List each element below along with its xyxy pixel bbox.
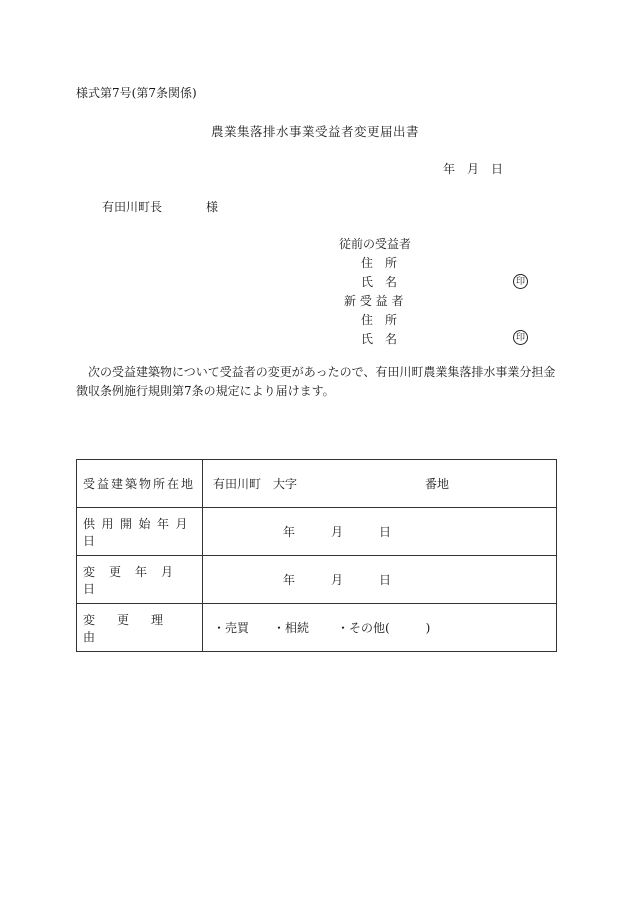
- reason-option-inheritance[interactable]: ・相続: [273, 621, 310, 635]
- location-label: [77, 460, 203, 508]
- start-date-label: [77, 508, 203, 556]
- table-row: [77, 604, 557, 652]
- change-date-label: [77, 556, 203, 604]
- new-beneficiary-seal-icon: 印: [513, 330, 528, 345]
- start-date-label-text: 供用開始年月日: [83, 516, 195, 548]
- reason-label-text: 変更理由: [83, 612, 186, 644]
- details-table: [76, 459, 557, 652]
- addressee-name: 有田川町長: [102, 200, 163, 214]
- addressee: [102, 198, 218, 215]
- location-town: 有田川町 大字: [213, 477, 298, 491]
- document-title: 農業集落排水事業受益者変更届出書: [210, 124, 419, 139]
- change-date-month: 月: [331, 573, 344, 587]
- reason-option-other[interactable]: ・その他( ): [337, 621, 431, 635]
- start-date-day: 日: [379, 525, 392, 539]
- reason-label: [77, 604, 203, 652]
- change-date-field[interactable]: [203, 556, 557, 604]
- previous-beneficiary-seal-icon: 印: [513, 274, 528, 289]
- reason-field[interactable]: [203, 604, 557, 652]
- new-beneficiary-address-label: 住 所: [361, 313, 398, 327]
- change-date-label-text: 変更年月日: [83, 564, 188, 596]
- form-number: 様式第7号(第7条関係): [76, 86, 197, 100]
- new-beneficiary-heading: 新 受 益 者: [344, 294, 404, 308]
- table-row: [77, 556, 557, 604]
- start-date-field[interactable]: [203, 508, 557, 556]
- location-field[interactable]: [203, 460, 557, 508]
- submission-date[interactable]: 年 月 日: [443, 162, 504, 176]
- change-date-day: 日: [379, 573, 392, 587]
- table-row: [77, 508, 557, 556]
- previous-beneficiary-name-label: 氏 名: [361, 275, 398, 289]
- table-row: [77, 460, 557, 508]
- start-date-month: 月: [331, 525, 344, 539]
- start-date-year: 年: [283, 525, 296, 539]
- previous-beneficiary-address-label: 住 所: [361, 256, 398, 270]
- new-beneficiary-name-label: 氏 名: [361, 332, 398, 346]
- addressee-honorific: 様: [206, 200, 219, 214]
- previous-beneficiary-heading: 従前の受益者: [339, 237, 412, 251]
- reason-option-sale[interactable]: ・売買: [213, 621, 250, 635]
- change-date-year: 年: [283, 573, 296, 587]
- location-label-text: 受益建築物所在地: [83, 477, 196, 491]
- location-banchi: 番地: [425, 477, 450, 491]
- notification-body-text: 次の受益建築物について受益者の変更があったので、有田川町農業集落排水事業分担金徴収条例施行規則第7条の規定により届けます。: [76, 365, 556, 398]
